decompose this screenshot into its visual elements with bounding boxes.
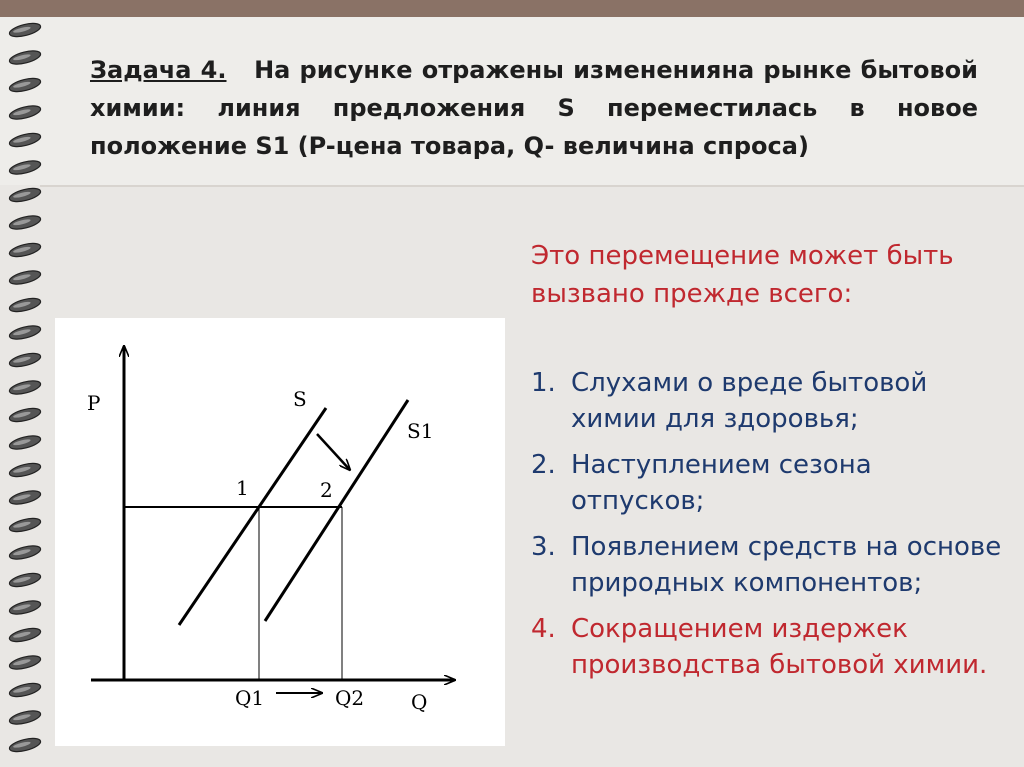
curve-label-s: S — [293, 387, 307, 411]
header-divider — [40, 185, 1024, 187]
answer-text: Сокращением издержек производства бытовой химии. — [571, 614, 988, 680]
shift-arrow-icon — [317, 434, 350, 470]
answer-text: Появлением средств на основе природных компонентов; — [571, 532, 1002, 598]
answer-number: 2. — [531, 450, 556, 480]
supply-curve-s1 — [265, 400, 408, 621]
answer-option-1[interactable] — [531, 365, 1011, 437]
task-text: На рисунке отражены измененияна рынке бытовой химии: линия предложения S переместилась в новое положение S1 (P-цена товара, Q- величина спроса) — [90, 56, 978, 160]
curve-label-s1: S1 — [407, 419, 434, 443]
top-bar — [0, 0, 1024, 17]
answer-number: 3. — [531, 532, 556, 562]
answer-list — [531, 365, 1011, 693]
answer-text: Наступлением сезона отпусков; — [571, 450, 872, 516]
answer-number: 4. — [531, 614, 556, 644]
supply-shift-diagram — [55, 318, 505, 746]
point-label-2: 2 — [320, 478, 333, 502]
task-title — [90, 51, 978, 165]
axis-label-q: Q — [411, 690, 428, 714]
answer-number: 1. — [531, 368, 556, 398]
answer-option-4[interactable] — [531, 611, 1011, 683]
quantity-label-q1: Q1 — [235, 686, 265, 710]
axis-label-p: P — [87, 391, 101, 415]
answer-option-3[interactable] — [531, 529, 1011, 601]
task-label: Задача 4. — [90, 56, 227, 84]
answer-text: Слухами о вреде бытовой химии для здоровья; — [571, 368, 928, 434]
question-text: Это перемещение может быть вызвано прежде всего: — [531, 241, 954, 309]
notebook-spiral-binding — [0, 22, 50, 767]
quantity-label-q2: Q2 — [335, 686, 365, 710]
answer-option-2[interactable] — [531, 447, 1011, 519]
supply-curve-s — [179, 408, 326, 625]
diagram-canvas — [55, 318, 505, 746]
point-label-1: 1 — [236, 476, 249, 500]
